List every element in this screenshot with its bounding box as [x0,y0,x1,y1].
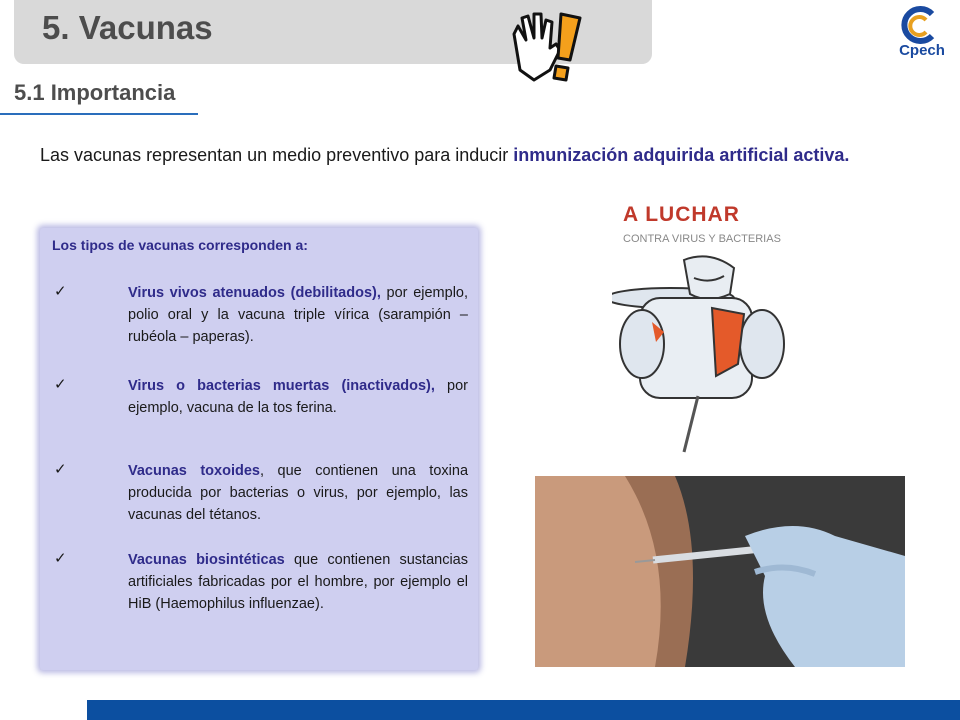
vaccine-poster [612,200,852,460]
footer-bar [87,700,960,720]
subtitle-underline [0,113,198,115]
logo-text: Cpech [899,42,945,59]
syringe-mascot-illustration [612,246,812,460]
poster-title: A LUCHAR [623,203,740,226]
intro-highlight: inmunización adquirida artificial activa. [513,145,850,165]
check-icon: ✓ [54,461,67,478]
check-icon: ✓ [54,376,67,393]
list-item-bold: Vacunas toxoides [128,463,260,479]
check-icon: ✓ [54,550,67,567]
cpech-logo [890,6,954,66]
cpech-logo-mark [890,6,954,44]
list-item-bold: Vacunas biosintéticas [128,552,285,568]
list-item-text [128,282,468,348]
list-item-text [128,549,468,615]
list-item-rest: por ejemplo, polio oral y la vacuna triple vírica (sarampión – rubéola – paperas). [128,285,469,345]
poster-subtitle: CONTRA VIRUS Y BACTERIAS [623,233,781,245]
list-item-text [128,375,468,419]
box-heading: Los tipos de vacunas corresponden a: [52,237,308,253]
list-item-rest: por ejemplo, vacuna de la tos ferina. [128,378,468,416]
intro-paragraph [40,141,914,169]
list-item-rest: que contienen sustancias artificiales fabricadas por el hombre, por ejemplo el HiB (Haemophilus influenzae). [128,552,468,612]
list-item-bold: Virus vivos atenuados (debilitados), [128,285,381,301]
check-icon: ✓ [54,283,67,300]
vaccine-types-box [40,228,478,670]
list-item-text [128,460,468,526]
vaccination-photo [535,476,905,667]
list-item-bold: Virus o bacterias muertas (inactivados), [128,378,435,394]
intro-text: Las vacunas representan un medio preventivo para inducir [40,145,514,165]
section-subtitle: 5.1 Importancia [14,80,176,105]
pointing-hand-warning-icon [506,4,586,86]
page-title: 5. Vacunas [42,9,213,46]
list-item-rest: , que contienen una toxina producida por bacterias o virus, por ejemplo, las vacunas del tétanos. [128,463,469,523]
